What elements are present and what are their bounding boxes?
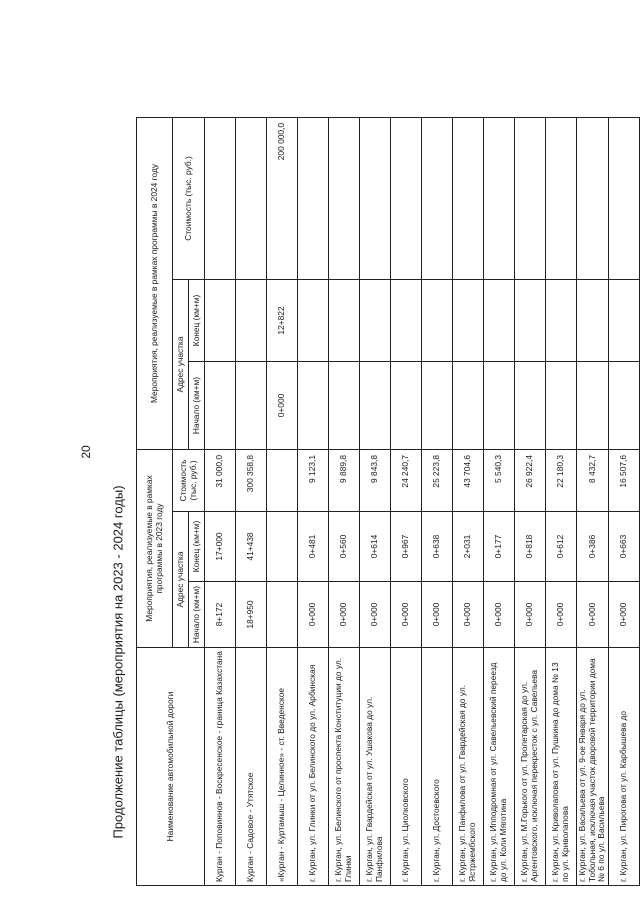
table-row bbox=[422, 117, 453, 885]
table-sheet bbox=[136, 118, 629, 886]
end-2023-cell: 2+031 bbox=[453, 512, 484, 582]
table-row bbox=[484, 117, 515, 885]
cost-2023-cell bbox=[267, 449, 298, 511]
road-name-cell: г. Курган, ул. Васильева от ул. 9-ое Января до ул. Тобольная, исключая участок дворовой территории дома № 6 по ул. Васильева bbox=[577, 648, 609, 886]
end-2023-cell: 0+177 bbox=[484, 512, 515, 582]
start-2024-cell bbox=[236, 361, 267, 449]
cost-2024-cell bbox=[298, 117, 329, 279]
cost-2024-cell bbox=[236, 117, 267, 279]
cost-2023-cell: 8 432,7 bbox=[577, 449, 609, 511]
road-name-cell: г. Курган, ул. Криволапова от ул. Пушкина до дома № 13 по ул. Криволапова bbox=[546, 648, 577, 886]
end-2024-cell bbox=[484, 279, 515, 361]
end-2024-cell bbox=[422, 279, 453, 361]
end-2023-cell: 0+663 bbox=[608, 512, 639, 582]
cost-2024-cell bbox=[608, 117, 639, 279]
start-2024-cell bbox=[546, 361, 577, 449]
end-2023-cell: 0+612 bbox=[546, 512, 577, 582]
road-name-cell: Курган - Садовое - Утятское bbox=[236, 648, 267, 886]
cost-2024-cell bbox=[484, 117, 515, 279]
start-2023-cell: 0+000 bbox=[298, 582, 329, 648]
start-2023-cell: 0+000 bbox=[515, 582, 546, 648]
road-name-cell: г. Курган, ул. Пирогова от ул. Карбышева до bbox=[608, 648, 639, 886]
end-2024-cell bbox=[453, 279, 484, 361]
cost-2024-cell bbox=[391, 117, 422, 279]
end-2023-cell: 17+000 bbox=[205, 512, 236, 582]
road-name-cell: г. Курган, ул. Достоевского bbox=[422, 648, 453, 886]
road-name-cell: г. Курган, ул. Ипподромная от ул. Савельевский переезд до ул. Коли Мяготина bbox=[484, 648, 515, 886]
cost-2023-cell: 9 843,8 bbox=[360, 449, 391, 511]
end-2024-cell bbox=[608, 279, 639, 361]
cost-2023-cell: 43 704,6 bbox=[453, 449, 484, 511]
cost-2024-cell bbox=[329, 117, 360, 279]
header-start-2023: Начало (км+м) bbox=[189, 582, 205, 648]
start-2023-cell: 18+950 bbox=[236, 582, 267, 648]
start-2023-cell: 0+000 bbox=[360, 582, 391, 648]
road-name-cell: г. Курган, ул. Глинки от ул. Белинского до ул. Арбинская bbox=[298, 648, 329, 886]
start-2024-cell bbox=[422, 361, 453, 449]
end-2023-cell: 0+638 bbox=[422, 512, 453, 582]
cost-2023-cell: 9 123,1 bbox=[298, 449, 329, 511]
cost-2023-cell: 5 540,3 bbox=[484, 449, 515, 511]
end-2023-cell: 0+386 bbox=[577, 512, 609, 582]
road-measures-table bbox=[136, 117, 640, 886]
cost-2024-cell bbox=[453, 117, 484, 279]
start-2023-cell: 0+000 bbox=[546, 582, 577, 648]
table-row bbox=[236, 117, 267, 885]
road-name-cell: г. Курган, ул. Белинского от проспекта Конституции до ул. Глинки bbox=[329, 648, 360, 886]
start-2023-cell: 0+000 bbox=[329, 582, 360, 648]
cost-2024-cell bbox=[422, 117, 453, 279]
road-name-cell: г. Курган, ул. Панфилова от ул. Гвардейская до ул. Ястржембского bbox=[453, 648, 484, 886]
road-name-cell: г. Курган, ул. Гвардейская от ул. Ушакова до ул. Панфилова bbox=[360, 648, 391, 886]
table-row bbox=[391, 117, 422, 885]
header-start-2024: Начало (км+м) bbox=[189, 361, 205, 449]
table-row bbox=[267, 117, 298, 885]
cost-2023-cell: 31 000,0 bbox=[205, 449, 236, 511]
end-2024-cell: 12+822 bbox=[267, 279, 298, 361]
start-2024-cell bbox=[360, 361, 391, 449]
end-2023-cell: 41+438 bbox=[236, 512, 267, 582]
start-2023-cell: 0+000 bbox=[453, 582, 484, 648]
cost-2023-cell: 26 922,4 bbox=[515, 449, 546, 511]
table-row bbox=[577, 117, 609, 885]
end-2024-cell bbox=[329, 279, 360, 361]
cost-2023-cell: 22 180,3 bbox=[546, 449, 577, 511]
table-row bbox=[453, 117, 484, 885]
cost-2023-cell: 9 889,8 bbox=[329, 449, 360, 511]
start-2024-cell bbox=[329, 361, 360, 449]
cost-2024-cell bbox=[546, 117, 577, 279]
table-row bbox=[546, 117, 577, 885]
start-2023-cell: 0+000 bbox=[608, 582, 639, 648]
end-2023-cell: 0+481 bbox=[298, 512, 329, 582]
start-2024-cell bbox=[484, 361, 515, 449]
road-name-cell: г. Курган, ул. М.Горького от ул. Пролетарская до ул. Аргентовского, исключая перекресток с ул. Савельева bbox=[515, 648, 546, 886]
header-road-name: Наименование автомобильной дороги bbox=[137, 648, 205, 886]
start-2024-cell bbox=[298, 361, 329, 449]
start-2024-cell bbox=[205, 361, 236, 449]
start-2023-cell: 0+000 bbox=[577, 582, 609, 648]
header-address-2023: Адрес участка bbox=[173, 512, 189, 648]
header-address-2024: Адрес участка bbox=[173, 279, 189, 449]
start-2024-cell bbox=[577, 361, 609, 449]
cost-2024-cell: 200 000,0 bbox=[267, 117, 298, 279]
end-2024-cell bbox=[577, 279, 609, 361]
cost-2024-cell bbox=[577, 117, 609, 279]
start-2024-cell: 0+000 bbox=[267, 361, 298, 449]
end-2024-cell bbox=[360, 279, 391, 361]
cost-2023-cell: 300 358,8 bbox=[236, 449, 267, 511]
end-2023-cell: 0+614 bbox=[360, 512, 391, 582]
start-2023-cell bbox=[267, 582, 298, 648]
header-cost-2024: Стоимость (тыс. руб.) bbox=[173, 117, 205, 279]
cost-2024-cell bbox=[205, 117, 236, 279]
end-2024-cell bbox=[391, 279, 422, 361]
end-2023-cell bbox=[267, 512, 298, 582]
start-2023-cell: 0+000 bbox=[422, 582, 453, 648]
start-2024-cell bbox=[453, 361, 484, 449]
table-title: Продолжение таблицы (мероприятия на 2023 - 2024 годы) bbox=[110, 485, 126, 839]
table-row bbox=[515, 117, 546, 885]
cost-2023-cell: 25 223,8 bbox=[422, 449, 453, 511]
start-2024-cell bbox=[515, 361, 546, 449]
table-row bbox=[205, 117, 236, 885]
page-number: 20 bbox=[79, 445, 93, 459]
road-name-cell: г. Курган, ул. Циолковского bbox=[391, 648, 422, 886]
end-2024-cell bbox=[546, 279, 577, 361]
end-2024-cell bbox=[298, 279, 329, 361]
cost-2023-cell: 16 507,6 bbox=[608, 449, 639, 511]
start-2024-cell bbox=[608, 361, 639, 449]
end-2024-cell bbox=[236, 279, 267, 361]
table-row bbox=[329, 117, 360, 885]
header-program-2023: Мероприятия, реализуемые в рамках программы в 2023 году bbox=[137, 449, 173, 647]
header-program-2024: Мероприятия, реализуемые в рамках программы в 2024 году bbox=[137, 117, 173, 449]
road-name-cell: «Курган - Куртамыш - Целинное» - ст. Введенское bbox=[267, 648, 298, 886]
table-row bbox=[360, 117, 391, 885]
end-2024-cell bbox=[205, 279, 236, 361]
header-cost-2023: Стоимость (тыс. руб.) bbox=[173, 449, 205, 511]
start-2023-cell: 0+000 bbox=[391, 582, 422, 648]
end-2024-cell bbox=[515, 279, 546, 361]
start-2023-cell: 8+172 bbox=[205, 582, 236, 648]
road-name-cell: Курган - Поповиннов - Воскресенское - граница Казахстана bbox=[205, 648, 236, 886]
table-row bbox=[298, 117, 329, 885]
start-2023-cell: 0+000 bbox=[484, 582, 515, 648]
end-2023-cell: 0+967 bbox=[391, 512, 422, 582]
cost-2024-cell bbox=[515, 117, 546, 279]
header-end-2023: Конец (км+м) bbox=[189, 512, 205, 582]
end-2023-cell: 0+818 bbox=[515, 512, 546, 582]
header-end-2024: Конец (км+м) bbox=[189, 279, 205, 361]
table-row bbox=[608, 117, 639, 885]
start-2024-cell bbox=[391, 361, 422, 449]
end-2023-cell: 0+560 bbox=[329, 512, 360, 582]
cost-2023-cell: 24 240,7 bbox=[391, 449, 422, 511]
cost-2024-cell bbox=[360, 117, 391, 279]
